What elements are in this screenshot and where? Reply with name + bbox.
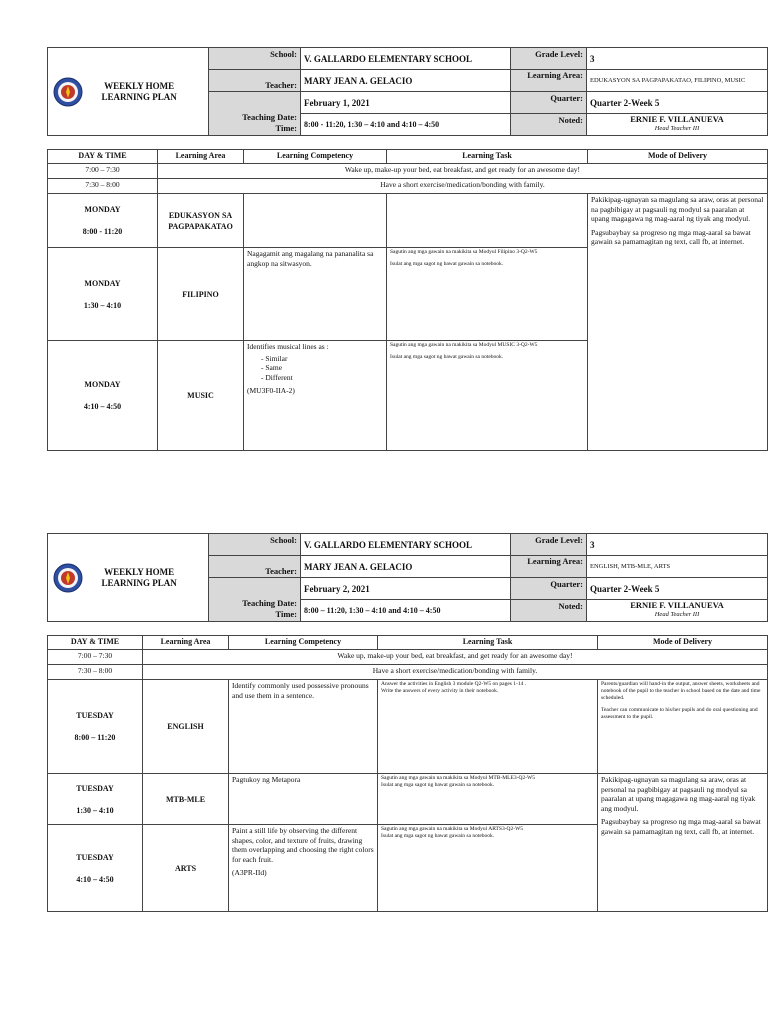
col-task: Learning Task — [387, 150, 588, 164]
learning-area-cell: ARTS — [143, 825, 229, 912]
learning-area-cell: ENGLISH — [143, 680, 229, 774]
routine-time: 7:00 – 7:30 — [48, 164, 158, 179]
grade-value: 3 — [587, 48, 768, 70]
grade-label: Grade Level: — [511, 48, 587, 70]
school-value: V. GALLARDO ELEMENTARY SCHOOL — [301, 534, 511, 556]
competency-cell: Pagtukoy ng Metapora — [229, 774, 378, 825]
teacher-label: Teacher: — [209, 556, 301, 578]
task-cell: Answer the activities in English 3 module Q2-W5 on pages 1-14 . Write the answers of every activity in their notebook. — [378, 680, 598, 774]
quarter-value: Quarter 2-Week 5 — [587, 578, 768, 600]
task-cell: Sagutin ang mga gawain na makikita sa Modyul MTB-MLE3-Q2-W5 Isulat ang mga sagot ng bawat gawain sa notebook. — [378, 774, 598, 825]
day-time-cell: MONDAY 8:00 - 11:20 — [48, 194, 158, 248]
routine-text: Have a short exercise/medication/bonding with family. — [158, 179, 768, 194]
plan-1-schedule — [47, 149, 768, 451]
area-value: EDUKASYON SA PAGPAPAKATAO, FILIPINO, MUSIC — [587, 70, 768, 92]
quarter-label: Quarter: — [511, 92, 587, 114]
school-label: School: — [209, 48, 301, 70]
col-competency: Learning Competency — [244, 150, 387, 164]
school-label: School: — [209, 534, 301, 556]
time-value: 8:00 - 11:20, 1:30 – 4:10 and 4:10 – 4:50 — [301, 114, 511, 136]
competency-cell: Identifies musical lines as : - Similar - Same - Different (MU3F0-IIA-2) — [244, 341, 387, 451]
routine-time: 7:00 – 7:30 — [48, 650, 143, 665]
competency-cell: Nagagamit ang magalang na pananalita sa angkop na sitwasyon. — [244, 248, 387, 341]
header-title-cell — [48, 534, 209, 622]
plan-title: WEEKLY HOME LEARNING PLAN — [101, 566, 177, 588]
delivery-cell-top: Parents/guardian will hand-in the output, answer sheets, worksheets and notebook of the pupil to the teacher in school based on the date and time scheduled. Teacher can communicate to his/her pupils and do oral questioning and assessment to the pupil. — [598, 680, 768, 774]
learning-area-cell: MUSIC — [158, 341, 244, 451]
date-time-label: Teaching Date: Time: — [209, 92, 301, 136]
time-value: 8:00 – 11:20, 1:30 – 4:10 and 4:10 – 4:50 — [301, 600, 511, 622]
col-delivery: Mode of Delivery — [588, 150, 768, 164]
date-value: February 1, 2021 — [301, 92, 511, 114]
plan-1 — [47, 47, 768, 451]
grade-value: 3 — [587, 534, 768, 556]
deped-seal-icon — [53, 77, 83, 107]
plan-1-header — [47, 47, 768, 136]
competency-cell — [244, 194, 387, 248]
plan-title: WEEKLY HOME LEARNING PLAN — [101, 80, 177, 102]
noted-value: ERNIE F. VILLANUEVA Head Teacher III — [587, 114, 768, 136]
noted-value: ERNIE F. VILLANUEVA Head Teacher III — [587, 600, 768, 622]
plan-2-header — [47, 533, 768, 622]
col-learning-area: Learning Area — [143, 636, 229, 650]
plan-2 — [47, 533, 768, 912]
date-value: February 2, 2021 — [301, 578, 511, 600]
routine-text: Have a short exercise/medication/bonding with family. — [143, 665, 768, 680]
table-row — [48, 680, 768, 774]
task-cell — [387, 194, 588, 248]
learning-area-cell: FILIPINO — [158, 248, 244, 341]
routine-text: Wake up, make-up your bed, eat breakfast, and get ready for an awesome day! — [143, 650, 768, 665]
day-time-cell: MONDAY 4:10 – 4:50 — [48, 341, 158, 451]
task-cell: Sagutin ang mga gawain na makikita sa Modyul MUSIC 3-Q2-W5 Isulat ang mga sagot ng bawat gawain sa notebook. — [387, 341, 588, 451]
routine-time: 7:30 – 8:00 — [48, 179, 158, 194]
day-time-cell: TUESDAY 1:30 – 4:10 — [48, 774, 143, 825]
col-learning-area: Learning Area — [158, 150, 244, 164]
competency-cell: Identify commonly used possessive pronouns and use them in a sentence. — [229, 680, 378, 774]
table-row — [48, 194, 768, 248]
col-delivery: Mode of Delivery — [598, 636, 768, 650]
teacher-value: MARY JEAN A. GELACIO — [301, 70, 511, 92]
delivery-cell: Pakikipag-ugnayan sa magulang sa araw, oras at personal na pagbibigay at pagsauli ng modyul sa paaralan at upang magagawa ng mag-aaral ng tiyak ang modyul. Pagsubaybay sa progreso ng mga mag-aaral sa bawat gawain sa pamamagitan ng text, call fb, at internet. — [598, 774, 768, 912]
teacher-label: Teacher: — [209, 70, 301, 92]
table-row — [48, 774, 768, 825]
col-day-time: DAY & TIME — [48, 150, 158, 164]
task-cell: Sagutin ang mga gawain na makikita sa Modyul ARTS3-Q2-W5 Isulat ang mga sagot ng bawat gawain sa notebook. — [378, 825, 598, 912]
delivery-cell: Pakikipag-ugnayan sa magulang sa araw, oras at personal na pagbibigay at pagsauli ng modyul sa paaralan at upang magagawa ng mag-aaral ng tiyak ang modyul. Pagsubaybay sa progreso ng mga mag-aaral sa bawat gawain sa pamamagitan ng text, call fb, at internet. — [588, 194, 768, 451]
routine-text: Wake up, make-up your bed, eat breakfast, and get ready for an awesome day! — [158, 164, 768, 179]
routine-time: 7:30 – 8:00 — [48, 665, 143, 680]
col-competency: Learning Competency — [229, 636, 378, 650]
col-day-time: DAY & TIME — [48, 636, 143, 650]
day-time-cell: MONDAY 1:30 – 4:10 — [48, 248, 158, 341]
deped-seal-icon — [53, 563, 83, 593]
area-value: ENGLISH, MTB-MLE, ARTS — [587, 556, 768, 578]
plan-2-schedule — [47, 635, 768, 912]
area-label: Learning Area: — [511, 556, 587, 578]
col-task: Learning Task — [378, 636, 598, 650]
task-cell: Sagutin ang mga gawain na makikita sa Modyul Filipino 3-Q2-W5 Isulat ang mga sagot ng bawat gawain sa notebook. — [387, 248, 588, 341]
learning-area-cell: MTB-MLE — [143, 774, 229, 825]
grade-label: Grade Level: — [511, 534, 587, 556]
quarter-label: Quarter: — [511, 578, 587, 600]
school-value: V. GALLARDO ELEMENTARY SCHOOL — [301, 48, 511, 70]
teacher-value: MARY JEAN A. GELACIO — [301, 556, 511, 578]
learning-area-cell: EDUKASYON SA PAGPAPAKATAO — [158, 194, 244, 248]
quarter-value: Quarter 2-Week 5 — [587, 92, 768, 114]
noted-label: Noted: — [511, 600, 587, 622]
day-time-cell: TUESDAY 4:10 – 4:50 — [48, 825, 143, 912]
noted-label: Noted: — [511, 114, 587, 136]
day-time-cell: TUESDAY 8:00 – 11:20 — [48, 680, 143, 774]
area-label: Learning Area: — [511, 70, 587, 92]
date-time-label: Teaching Date: Time: — [209, 578, 301, 622]
header-title-cell — [48, 48, 209, 136]
competency-cell: Paint a still life by observing the different shapes, color, and texture of fruits, drawing them overlapping and choosing the right colors for each fruit. (A3PR-IId) — [229, 825, 378, 912]
